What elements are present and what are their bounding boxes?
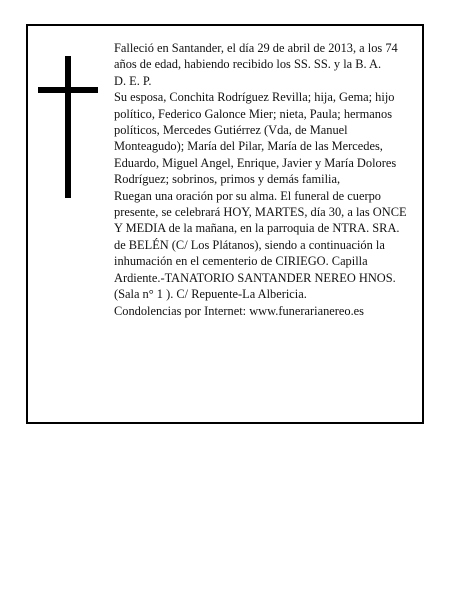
cross-icon	[38, 56, 98, 198]
cross-vertical-bar	[65, 56, 71, 198]
obituary-notice	[26, 24, 424, 424]
notice-text	[114, 40, 414, 319]
family-list: Su esposa, Conchita Rodríguez Revilla; hija, Gema; hijo político, Federico Galonce Mier; nieta, Paula; hermanos políticos, Mercedes Gutiérrez (Vda, de Manuel Monteagudo); María del Pilar, María de las Mercedes, Eduardo, Miguel Angel, Enrique, Javier y María Dolores Rodríguez; sobrinos, primos y demás familia,	[114, 90, 397, 187]
condolences-line: Condolencias por Internet: www.funerarianereo.es	[114, 303, 365, 318]
funeral-details: Ruegan una oración por su alma. El funeral de cuerpo presente, se celebrará HOY, MARTES, día 30, a las ONCE Y MEDIA de la mañana, en la parroquia de NTRA. SRA. de BELÉN (C/ Los Plátanos), siendo a continuación la inhumación en el cementerio de CIRIEGO. Capilla Ardiente.-TANATORIO SANTANDER NEREO HNOS. (Sala n° 1 ). C/ Repuente-La Albericia.	[114, 188, 407, 302]
cross-horizontal-bar	[38, 87, 98, 93]
death-announcement: Falleció en Santander, el día 29 de abril de 2013, a los 74 años de edad, habiendo recibido los SS. SS. y la B. A.	[114, 41, 398, 72]
rip-line: D. E. P.	[114, 73, 152, 88]
